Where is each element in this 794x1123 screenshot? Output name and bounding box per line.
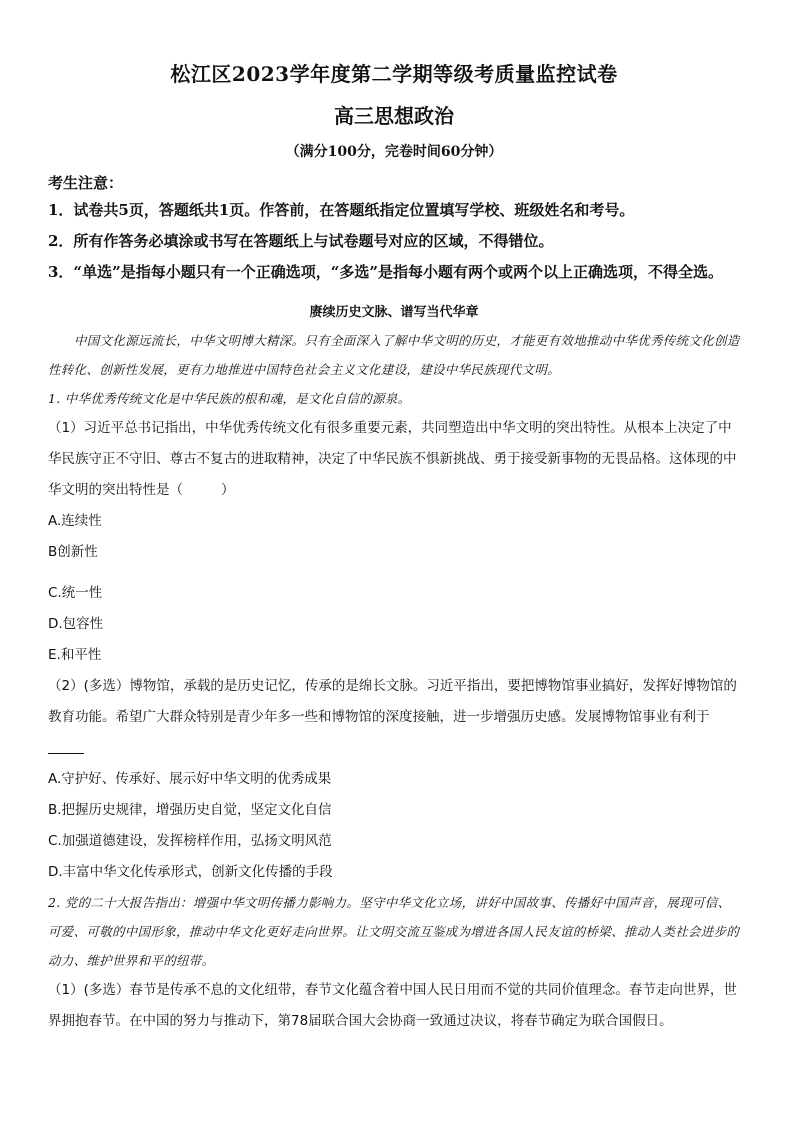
score-note: （满分100分，完卷时间60分钟） [285, 144, 503, 160]
question-2-1: （1）(多选）春节是传承不息的文化纽带，春节文化蕴含着中国人民日用而不觉的共同价值理念。春节走向世界，世界拥抱春节。在中国的努力与推动下，第78届联合国大会协商一致通过决议，将春节确定为联合国假日。 [48, 982, 737, 1029]
option-1-2-b: B.把握历史规律，增强历史自觉，坚定文化自信 [48, 802, 332, 818]
exam-title: 松江区2023学年度第二学期等级考质量监控试卷 [170, 62, 618, 86]
question-1-1-text: （1）习近平总书记指出，中华优秀传统文化有很多重要元素，共同塑造出中华文明的突出特性。从根本上决定了中华民族守正不守旧、尊古不复古的进取精神，决定了中华民族不惧新挑战、勇于接受新事物的无畏品格。这体现的中华文明的突出特性是（ [48, 420, 737, 498]
option-1-1-b: B创新性 [48, 544, 98, 560]
question-1-2-text: （2）(多选）博物馆，承载的是历史记忆，传承的是绵长文脉。习近平指出，要把博物馆事业搞好，发挥好博物馆的教育功能。希望广大群众特别是青少年多一些和博物馆的深度接触，进一步增强历史感。发展博物馆事业有利于 [48, 678, 737, 725]
note-item-2: 2．所有作答务必填涂或书写在答题纸上与试卷题号对应的区域，不得错位。 [48, 232, 554, 250]
option-1-1-e: E.和平性 [48, 647, 102, 663]
option-1-1-a: A.连续性 [48, 513, 102, 529]
answer-blank [48, 739, 84, 754]
option-1-2-c: C.加强道德建设，发挥榜样作用，弘扬文明风范 [48, 833, 332, 849]
note-item-1: 1．试卷共5页，答题纸共1页。作答前，在答题纸指定位置填写学校、班级姓名和考号。 [48, 201, 635, 219]
note-item-3: 3．“单选”是指每小题只有一个正确选项，“多选”是指每小题有两个或两个以上正确选项，不得全选。 [48, 263, 723, 281]
question-1-1 [48, 413, 740, 506]
question-1-stem: 1. 中华优秀传统文化是中华民族的根和魂，是文化自信的源泉。 [48, 391, 411, 406]
question-1-2 [48, 671, 740, 764]
option-1-2-a: A.守护好、传承好、展示好中华文明的优秀成果 [48, 771, 332, 787]
option-1-2-d: D.丰富中华文化传承形式，创新文化传播的手段 [48, 864, 333, 880]
exam-subject: 高三思想政治 [334, 104, 454, 128]
section-intro: 中国文化源远流长，中华文明博大精深。只有全面深入了解中华文明的历史，才能更有效地推动中华优秀传统文化创造性转化、创新性发展，更有力地推进中国特色社会主义文化建设，建设中华民族现代文明。 [48, 333, 740, 377]
section-title: 赓续历史文脉、谱写当代华章 [309, 305, 479, 320]
question-1-1-close: ） [221, 482, 235, 498]
option-1-1-d: D.包容性 [48, 616, 104, 632]
notes-heading: 考生注意： [48, 174, 124, 192]
question-2-stem: 2. 党的二十大报告指出：增强中华文明传播力影响力。坚守中华文化立场，讲好中国故事、传播好中国声音，展现可信、可爱、可敬的中国形象，推动中华文化更好走向世界。让文明交流互鉴成为增进各国人民友谊的桥梁、推动人类社会进步的动力、维护世界和平的纽带。 [48, 895, 740, 968]
option-1-1-c: C.统一性 [48, 585, 103, 601]
